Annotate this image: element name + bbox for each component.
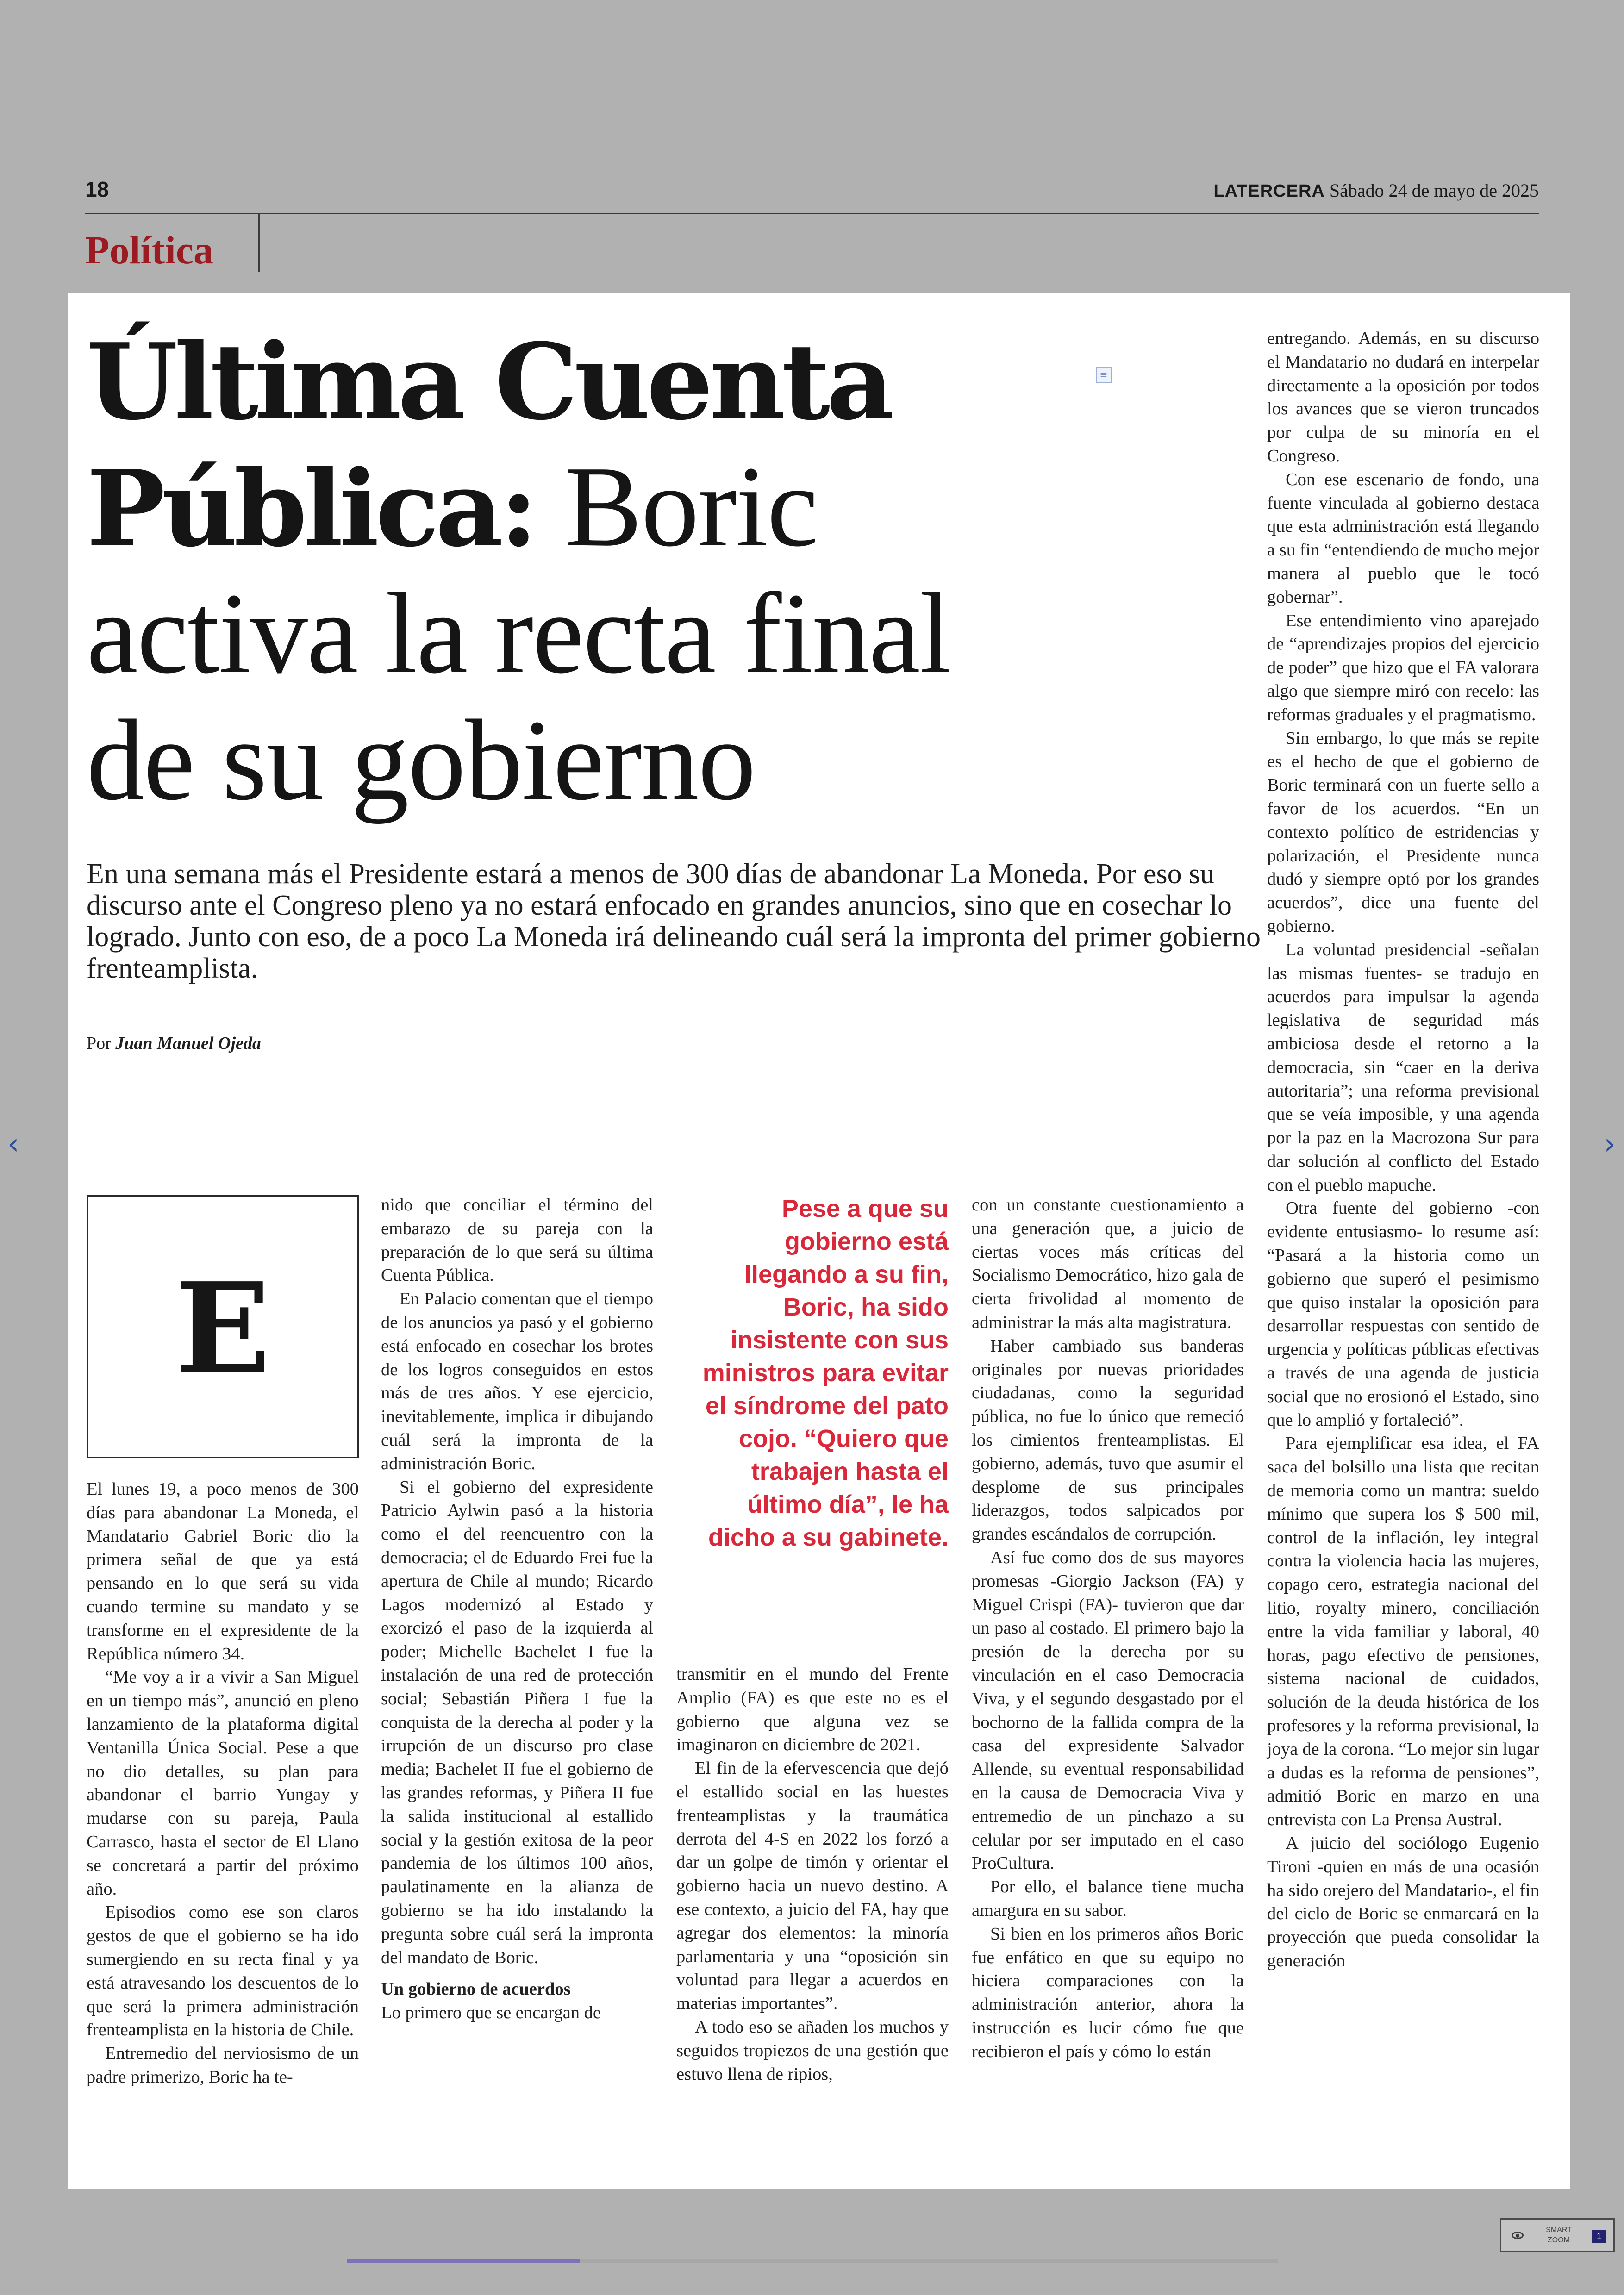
paragraph: En Palacio comentan que el tiempo de los anuncios ya pasó y el gobierno está enfocado en cosechar los brotes de los logros conseguidos en estos más de tres años. Y ese ejercicio, inevitablemente, implica ir dibujando cuál será la impronta de la administración Boric. — [381, 1289, 653, 1473]
paragraph: Otra fuente del gobierno -con evidente entusiasmo- lo resume así: “Pasará a la historia como un gobierno que superó el pesimismo que quiso instalar la oposición para desarrollar respuestas con sentido de urgencia y políticas públicas efectivas a través de una agenda de justicia social que no erosionó el Estado, sino que lo amplió y fortaleció”. — [1267, 1198, 1539, 1430]
paragraph: Por ello, el balance tiene mucha amargura en su sabor. — [972, 1877, 1244, 1920]
section-divider — [258, 214, 260, 272]
smart-zoom-toggle[interactable]: 1 — [1592, 2230, 1606, 2243]
pull-quote: Pese a que su gobierno está llegando a su fin, Boric, ha sido insistente con sus ministros para evitar el síndrome del pato cojo. “Quiero que trabajen hasta el último día”, le ha dicho a su gabinete. — [702, 1195, 949, 1551]
publication-date: Sábado 24 de mayo de 2025 — [1329, 180, 1539, 201]
headline — [87, 320, 1235, 825]
byline-author: Juan Manuel Ojeda — [115, 1034, 261, 1053]
dropcap-letter: E — [175, 1255, 270, 1402]
smart-zoom-label: SMART ZOOM — [1546, 2226, 1572, 2244]
note-icon[interactable]: ≡ — [1096, 367, 1112, 383]
section-label: Política — [85, 228, 214, 272]
paragraph: transmitir en el mundo del Frente Amplio (FA) es que este no es el gobierno que alguna vez se imaginaron en diciembre de 2021. — [676, 1665, 949, 1755]
paragraph: Episodios como ese son claros gestos de que el gobierno se ha ido sumergiendo en su recta final y ya está atravesando los descuentos de lo que será la primera administración frenteamplista en la historia de Chile. — [87, 1902, 359, 2040]
byline — [87, 1033, 261, 1054]
paragraph: El fin de la efervescencia que dejó el estallido social en las huestes frenteamplistas y la traumática derrota del 4-S en 2022 los forzó a dar un golpe de timón y orientar el gobierno hacia un nuevo destino. A ese contexto, a juicio del FA, hay que agregar dos elementos: la minoría parlamentaria y una “oposición sin voluntad para llegar a acuerdos en materias importantes”. — [676, 1759, 949, 2014]
paragraph: Lo primero que se encargan de — [381, 2003, 601, 2023]
eye-icon — [1512, 2232, 1524, 2239]
newspaper-brand: LATERCERA — [1213, 181, 1325, 201]
paragraph: Para ejemplificar esa idea, el FA saca del bolsillo una lista que recitan de memoria como un mantra: sueldo mínimo que supera los $ 500 mil, control de la inflación, ley integral contra la violencia hacia las mujeres, copago cero, estrategia nacional del litio, royalty minero, conciliación entre la vida familiar y laboral, 40 horas, pago efectivo de pensiones, sistema nacional de cuidados, solución de la deuda histórica de los profesores y la reforma previsional, la joya de la corona. “Lo mejor sin lugar a dudas es la reforma de pensiones”, admitió Boric en marzo en una entrevista con La Prensa Austral. — [1267, 1434, 1539, 1830]
dropcap-box — [87, 1195, 359, 1458]
prev-page-chevron-icon[interactable]: ‹ — [7, 1127, 19, 1161]
paragraph: con un constante cuestionamiento a una generación que, a juicio de ciertas voces más críticas del Socialismo Democrático, hizo gala de cierta frivolidad al momento de administrar la más alta magistratura. — [972, 1195, 1244, 1332]
paragraph: La voluntad presidencial -señalan las mismas fuentes- se tradujo en acuerdos para impulsar la agenda legislativa de seguridad más ambiciosa desde el retorno a la democracia, sin “caer en la deriva autoritaria”; una reforma previsional que se veía imposible, y una agenda por la paz en la Macrozona Sur para dar solución al conflicto del Estado con el pueblo mapuche. — [1267, 940, 1539, 1195]
paragraph: Si bien en los primeros años Boric fue enfático en que su equipo no hiciera comparaciones con la administración anterior, ahora la instrucción es lucir cómo fue que recibieron el país y cómo lo están — [972, 1924, 1244, 2061]
paragraph: Haber cambiado sus banderas originales por nuevas prioridades ciudadanas, como la seguridad pública, no fue lo único que remeció los cimientos frenteamplistas. El gobierno, además, tuvo que asumir el desplome de sus principales liderazgos, todos salpicados por grandes escándalos de corrupción. — [972, 1336, 1244, 1544]
smart-zoom-control[interactable] — [1500, 2218, 1615, 2252]
text-column-2 — [381, 1193, 653, 2025]
paragraph: Así fue como dos de sus mayores promesas -Giorgio Jackson (FA) y Miguel Crispi (FA)- tuvieron que dar un paso al costado. El primero bajo la presión de la derecha por su vinculación en el caso Democracia Viva, y el segundo desgastado por el bochorno de la fallida compra de la casa del expresidente Salvador Allende, su eventual responsabilidad en la causa de Democracia Viva y entremedio de un pinchazo a su celular por ser imputado en el caso ProCultura. — [972, 1547, 1244, 1873]
paragraph: entregando. Además, en su discurso el Mandatario no dudará en interpelar directamente a la oposición por todos los avances que se vieron truncados por culpa de su minoría en el Congreso. — [1267, 329, 1539, 466]
page-progress-bar[interactable] — [347, 2259, 1278, 2263]
text-column-5 — [1267, 327, 1539, 1973]
headline-bold: Última Cuenta Pública: — [87, 321, 891, 570]
paragraph: El lunes 19, a poco menos de 300 días para abandonar La Moneda, el Mandatario Gabriel Boric dio la primera señal de que ya está pensando en lo que será su vida cuando termine su mandato y se transforme en el expresidente de la República número 34. — [87, 1479, 359, 1664]
paragraph: “Me voy a ir a vivir a San Miguel en un tiempo más”, anunció en pleno lanzamiento de la plataforma digital Ventanilla Única Social. Pese a que no dio detalles, su plan para abandonar el barrio Yungay y mudarse con su pareja, Paula Carrasco, hasta el sector de El Llano se concretará a partir del próximo año. — [87, 1667, 359, 1899]
text-column-4 — [972, 1193, 1244, 2063]
header-rule — [85, 213, 1539, 214]
article-page — [68, 293, 1570, 2189]
headline-light-3: de su gobierno — [87, 696, 755, 824]
paragraph: Con ese escenario de fondo, una fuente vinculada al gobierno destaca que esta administración está llegando a su fin “entendiendo de mucho mejor manera al pueblo que le tocó gobernar”. — [1267, 469, 1540, 607]
publication-info — [1213, 180, 1539, 201]
text-column-3 — [676, 1663, 949, 2086]
paragraph: nido que conciliar el término del embarazo de su pareja con la preparación de lo que será su última Cuenta Pública. — [381, 1195, 653, 1285]
paragraph: Ese entendimiento vino aparejado de “aprendizajes propios del ejercicio de poder” que hizo que el FA valorara algo que siempre miró con recelo: las reformas graduales y el pragmatismo. — [1267, 611, 1539, 724]
paragraph: Si el gobierno del expresidente Patricio Aylwin pasó a la historia como el del reencuentro con la democracia; el de Eduardo Frei fue la apertura de Chile al mundo; Ricardo Lagos modernizó al Estado y exorcizó el paso de la izquierda al poder; Michelle Bachelet I fue la instalación de una red de protección social; Sebastián Piñera I fue la conquista de la derecha al poder y la irrupción de un discurso pro clase media; Bachelet II fue el gobierno de las grandes reformas, y Piñera II fue la salida institucional al estallido social y la gestión exitosa de la peor pandemia de los últimos 100 años, paulatinamente en la alianza de gobierno se ha ido instalando la pregunta sobre cuál será la impronta del mandato de Boric. — [381, 1477, 653, 1967]
paragraph: Sin embargo, lo que más se repite es el hecho de que el gobierno de Boric terminará con un fuerte sello a favor de los acuerdos. “En un contexto político de estridencias y polarización, el Presidente nunca dudó y siempre optó por los grandes acuerdos”, dice una fuente del gobierno. — [1267, 728, 1539, 936]
headline-light-2: activa la recta final — [87, 569, 951, 698]
subhead: Un gobierno de acuerdos — [381, 1979, 571, 1999]
paragraph: A juicio del sociólogo Eugenio Tironi -quien en más de una ocasión ha sido orejero del Mandatario-, el fin del ciclo de Boric se enmarcará en la proyección que pueda consolidar la generación — [1267, 1834, 1539, 1971]
paragraph: A todo eso se añaden los muchos y seguidos tropiezos de una gestión que estuvo llena de ripios, — [676, 2017, 949, 2084]
paragraph: Entremedio del nerviosismo de un padre primerizo, Boric ha te- — [87, 2044, 359, 2087]
byline-prefix: Por — [87, 1034, 111, 1053]
page-header — [85, 174, 1539, 211]
article-deck: En una semana más el Presidente estará a menos de 300 días de abandonar La Moneda. Por eso su discurso ante el Congreso pleno ya no estará enfocado en grandes anuncios, sino que en cosechar lo logrado. Junto con eso, de a poco La Moneda irá delineando cuál será la impronta del primer gobierno frenteamplista. — [87, 858, 1261, 984]
page-number: 18 — [85, 177, 109, 201]
headline-light-1: Boric — [565, 443, 818, 571]
page-progress-fill — [347, 2259, 580, 2263]
text-column-1 — [87, 1478, 359, 2089]
next-page-chevron-icon[interactable]: › — [1604, 1127, 1616, 1161]
